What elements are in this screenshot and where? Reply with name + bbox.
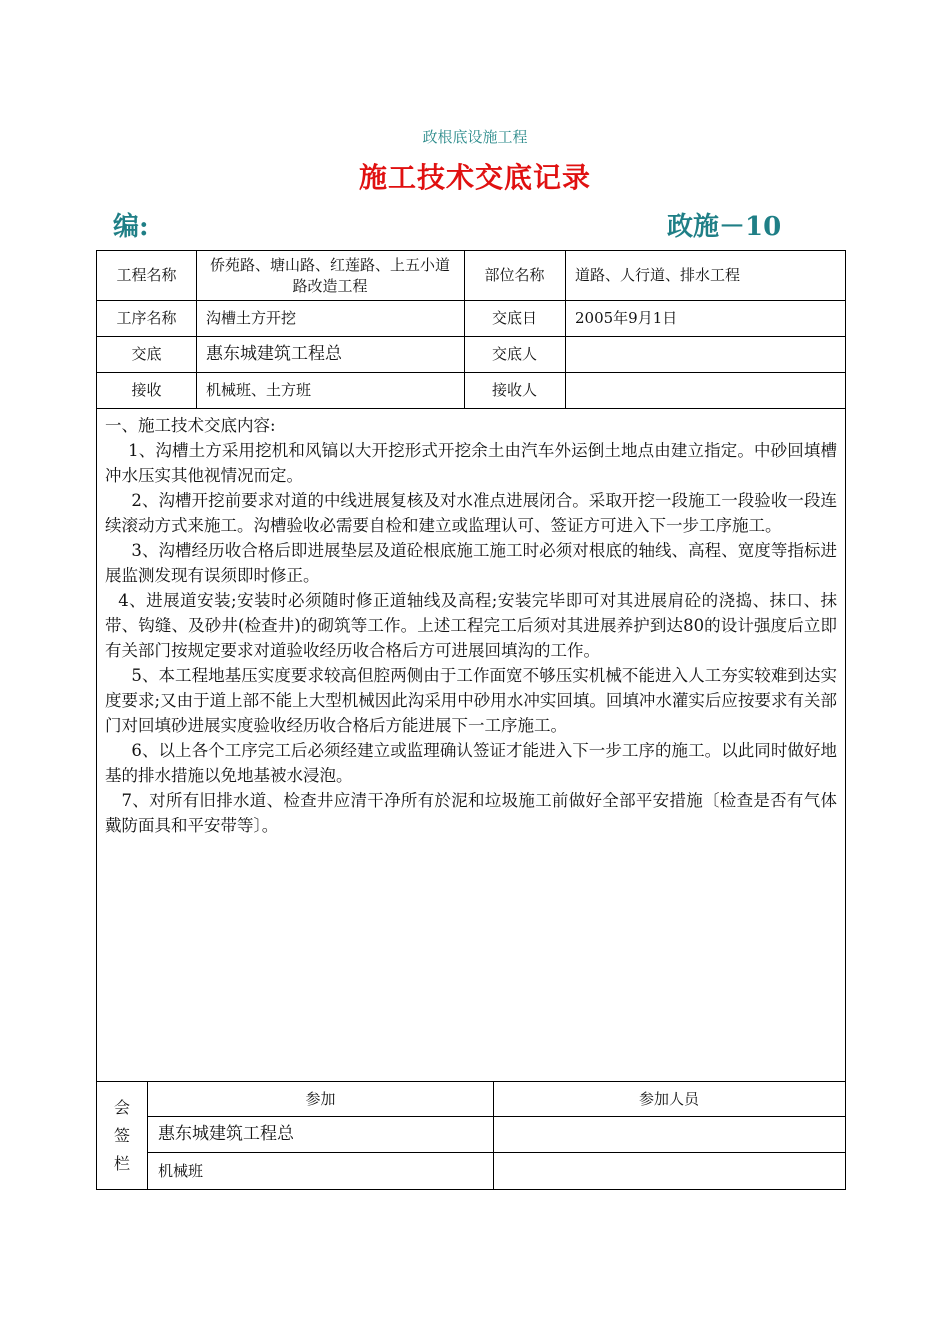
info-row-project (97, 251, 845, 301)
signoff-col-person-header: 参加人员 (638, 1089, 699, 1108)
record-sheet (96, 250, 846, 1190)
content-paragraph-5: 5、本工程地基压实度要求较高但腔两侧由于工作面宽不够压实机械不能进入人工夯实较难到达实度要求;又由于道上部不能上大型机械因此沟采用中砂用水冲实回填。回填冲水灌实后应按要求有关部门对回填砂进展实度验收经历收合格后方能进展下一工序施工。 (105, 666, 837, 735)
handover-person-label: 交底人 (491, 345, 537, 363)
handover-date-value: 2005年9月1日 (575, 309, 678, 327)
content-paragraph-6: 6、以上各个工序完工后必须经建立或监理确认签证才能进入下一步工序的施工。以此同时做好地基的排水措施以免地基被水浸泡。 (105, 741, 837, 785)
process-name-value: 沟槽土方开挖 (206, 309, 297, 327)
handover-date-label: 交底日 (491, 309, 537, 327)
project-name-label: 工程名称 (116, 266, 177, 284)
handover-person-value (565, 337, 845, 372)
document-title: 施工技术交底记录 (358, 161, 591, 194)
info-row-receive (97, 373, 845, 409)
project-category: 政根底设施工程 (422, 128, 528, 146)
section-name-value: 道路、人行道、排水工程 (575, 266, 741, 284)
project-name-value: 侨苑路、塘山路、红莲路、上五小道路改造工程 (209, 255, 450, 295)
signoff-label (97, 1082, 148, 1189)
signoff-person-2 (493, 1153, 845, 1189)
content-paragraph-7: 7、对所有旧排水道、检查井应清干净所有於泥和垃圾施工前做好全部平安措施〔检查是否有气体戴防面具和平安带等〕。 (105, 791, 837, 835)
section-name-label: 部位名称 (484, 266, 545, 284)
form-code: 政施－10 (667, 212, 782, 242)
signoff-col-unit-header: 参加 (305, 1089, 336, 1108)
content-paragraph-3: 3、沟槽经历收合格后即进展垫层及道砼根底施工施工时必须对根底的轴线、高程、宽度等指标进展监测发现有误须即时修正。 (105, 541, 837, 585)
signoff-unit-1: 惠东城建筑工程总 (158, 1124, 294, 1144)
receiver-person-value (565, 373, 845, 408)
handover-unit-label: 交底 (131, 345, 162, 363)
technical-content (97, 409, 845, 1082)
process-name-label: 工序名称 (116, 309, 177, 327)
signoff-label-char-3: 栏 (113, 1153, 130, 1173)
content-paragraph-2: 2、沟槽开挖前要求对道的中线进展复核及对水准点进展闭合。采取开挖一段施工一段验收一段连续滚动方式来施工。沟槽验收必需要自检和建立或监理认可、签证方可进入下一步工序施工。 (105, 491, 837, 535)
signoff-label-char-1: 会 (113, 1097, 130, 1117)
info-row-handover (97, 337, 845, 373)
receiver-unit-value: 机械班、土方班 (206, 381, 312, 399)
signoff-label-char-2: 签 (113, 1125, 130, 1145)
content-paragraph-4: 4、进展道安装;安装时必须随时修正道轴线及高程;安装完毕即可对其进展肩砼的浇捣、抹口、抹带、钩缝、及砂井(检查井)的砌筑等工作。上述工程完工后须对其进展养护到达80的设计强度后立即有关部门按规定要求对道验收经历收合格后方可进展回填沟的工作。 (105, 591, 837, 660)
receiver-unit-label: 接收 (131, 381, 162, 399)
signoff-unit-2: 机械班 (158, 1161, 204, 1180)
handover-unit-value: 惠东城建筑工程总 (206, 344, 342, 364)
serial-label: 编: (113, 212, 149, 242)
info-row-process (97, 301, 845, 337)
signoff-person-1 (493, 1117, 845, 1152)
receiver-person-label: 接收人 (491, 381, 537, 399)
content-heading: 一、施工技术交底内容: (105, 416, 276, 435)
signoff-row (148, 1153, 845, 1189)
signoff-header-row (148, 1082, 845, 1117)
signoff-row (148, 1117, 845, 1153)
content-paragraph-1: 1、沟槽土方采用挖机和风镐以大开挖形式开挖余土由汽车外运倒土地点由建立指定。中砂回填槽冲水压实其他视情况而定。 (105, 441, 837, 485)
